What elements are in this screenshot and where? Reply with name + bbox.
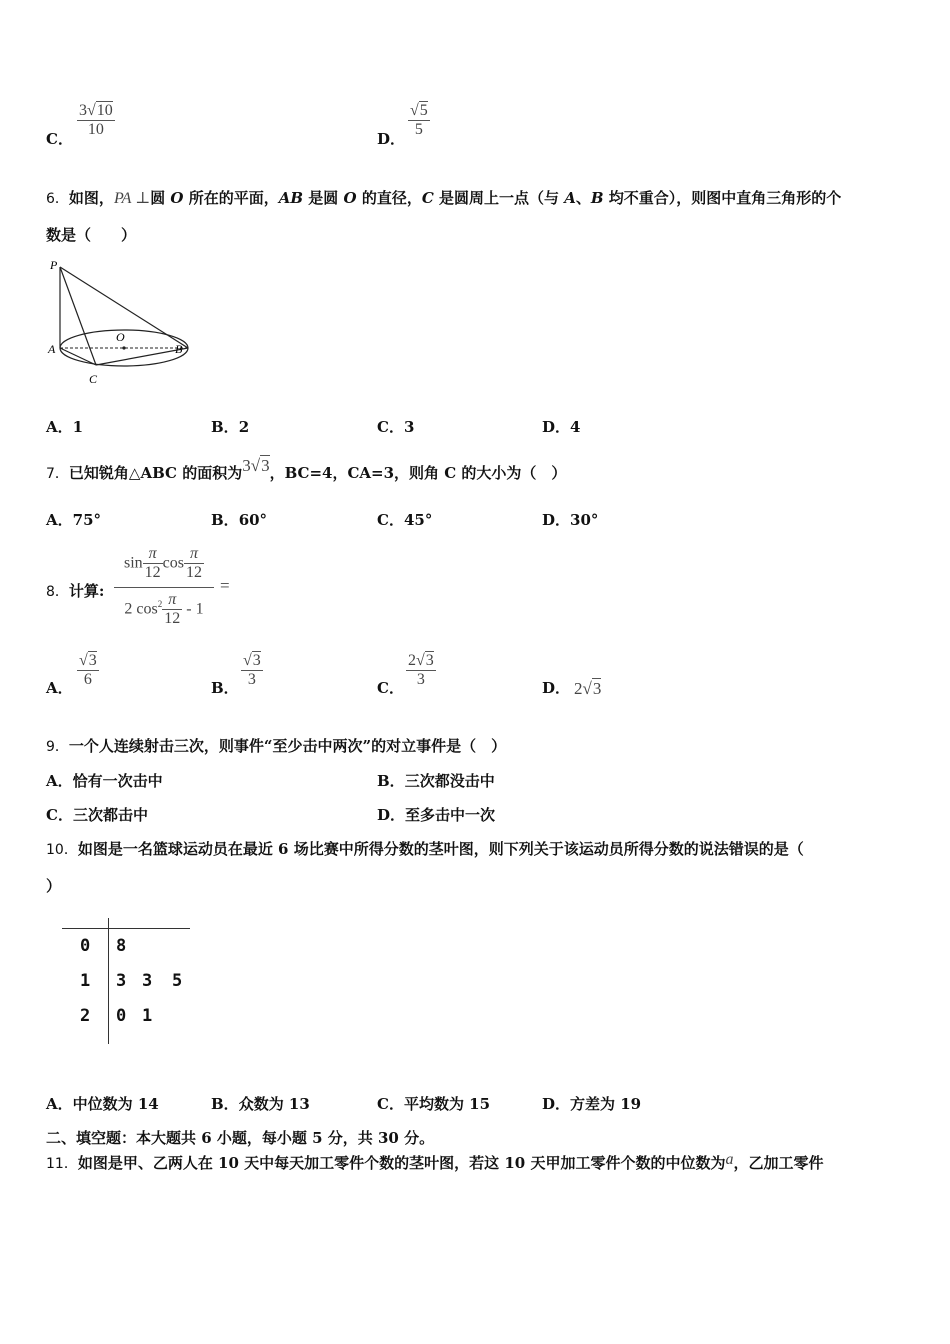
q10-option-a[interactable]: A．中位数为 14 xyxy=(46,1095,159,1113)
q8-numerator: sin $\frac{\pi}{12}$ cos $\frac{\pi}{12}$ xyxy=(124,545,202,581)
stem-leaf-header-line xyxy=(62,928,190,929)
q8-fraction-bar xyxy=(114,587,214,588)
q7-stem: 7．已知锐角△ABC 的面积为3√3，BC=4，CA=3，则角 C 的大小为（ ） xyxy=(46,456,567,482)
q5-option-c[interactable]: C． xyxy=(46,130,73,148)
q8-option-a-fraction: $\frac{√3}{6}$ xyxy=(79,652,97,688)
leaf-1-0: 3 xyxy=(116,971,127,991)
q6-option-a[interactable]: A．1 xyxy=(46,418,84,436)
q8-option-a[interactable]: A． xyxy=(46,679,73,697)
q6-stem: 6．如图，PA ⊥圆 O 所在的平面，AB 是圆 O 的直径，C 是圆周上一点（与 A、B 均不重合），则图中直角三角形的个 xyxy=(46,189,842,207)
leaf-1-2: 5 xyxy=(172,971,183,991)
q8-option-d[interactable]: D． xyxy=(542,679,571,697)
section-2-title: 二、填空题：本大题共 6 小题，每小题 5 分，共 30 分。 xyxy=(46,1129,435,1147)
leaf-1-1: 3 xyxy=(142,971,153,991)
leaf-0-0: 8 xyxy=(116,936,127,956)
stem-0: 0 xyxy=(80,936,91,956)
q7-option-a[interactable]: A．75° xyxy=(46,511,102,529)
q9-option-b[interactable]: B．三次都没击中 xyxy=(377,772,495,790)
q7-option-b[interactable]: B．60° xyxy=(211,511,268,529)
stem-2: 2 xyxy=(80,1006,91,1026)
q5-option-d[interactable]: D． xyxy=(377,130,406,148)
q10-option-d[interactable]: D．方差为 19 xyxy=(542,1095,642,1113)
q10-stem-line2: ） xyxy=(46,877,62,895)
q9-option-a[interactable]: A．恰有一次击中 xyxy=(46,772,163,790)
q8-option-c[interactable]: C． xyxy=(377,679,404,697)
q6-stem-line2: 数是（ ） xyxy=(46,226,137,244)
label-a: A xyxy=(48,342,56,356)
q6-option-d[interactable]: D．4 xyxy=(542,418,581,436)
q6-cone-figure xyxy=(44,255,194,390)
q8-option-d-value: 2√3 xyxy=(574,679,602,698)
q9-option-c[interactable]: C．三次都击中 xyxy=(46,806,148,824)
leaf-2-0: 0 xyxy=(116,1006,127,1026)
leaf-2-1: 1 xyxy=(142,1006,153,1026)
q8-option-b[interactable]: B． xyxy=(211,679,239,697)
q8-equals: = xyxy=(220,576,230,595)
q7-option-c[interactable]: C．45° xyxy=(377,511,433,529)
q5-option-c-fraction: $\frac{3√10}{10}$ xyxy=(79,102,113,138)
q8-stem: 8．计算: xyxy=(46,582,105,600)
q5-option-d-fraction: $\frac{√5}{5}$ xyxy=(410,102,428,138)
q8-option-c-fraction: $\frac{2√3}{3}$ xyxy=(408,652,434,688)
q6-option-c[interactable]: C．3 xyxy=(377,418,415,436)
q8-option-b-fraction: $\frac{√3}{3}$ xyxy=(243,652,261,688)
q7-option-d[interactable]: D．30° xyxy=(542,511,599,529)
q6-option-b[interactable]: B．2 xyxy=(211,418,250,436)
q10-option-b[interactable]: B．众数为 13 xyxy=(211,1095,310,1113)
q10-stem: 10．如图是一名篮球运动员在最近 6 场比赛中所得分数的茎叶图，则下列关于该运动员所得分数的说法错误的是（ xyxy=(46,840,804,858)
q9-stem: 9．一个人连续射击三次，则事件“至少击中两次”的对立事件是（ ） xyxy=(46,737,507,755)
label-p: P xyxy=(50,258,58,272)
center-point xyxy=(122,346,125,349)
q11-stem: 11．如图是甲、乙两人在 10 天中每天加工零件个数的茎叶图，若这 10 天甲加工零件个数的中位数为a，乙加工零件 xyxy=(46,1151,824,1172)
q10-option-c[interactable]: C．平均数为 15 xyxy=(377,1095,491,1113)
q8-denominator: 2 $\cos^2$ $\frac{\pi}{12}$ - 1 xyxy=(124,591,204,627)
q10-stem-leaf-plot xyxy=(62,918,190,1044)
label-o: O xyxy=(116,330,125,344)
q9-option-d[interactable]: D．至多击中一次 xyxy=(377,806,496,824)
stem-1: 1 xyxy=(80,971,91,991)
label-c: C xyxy=(89,372,98,386)
label-b: B xyxy=(175,342,183,356)
stem-leaf-divider xyxy=(108,918,109,1044)
